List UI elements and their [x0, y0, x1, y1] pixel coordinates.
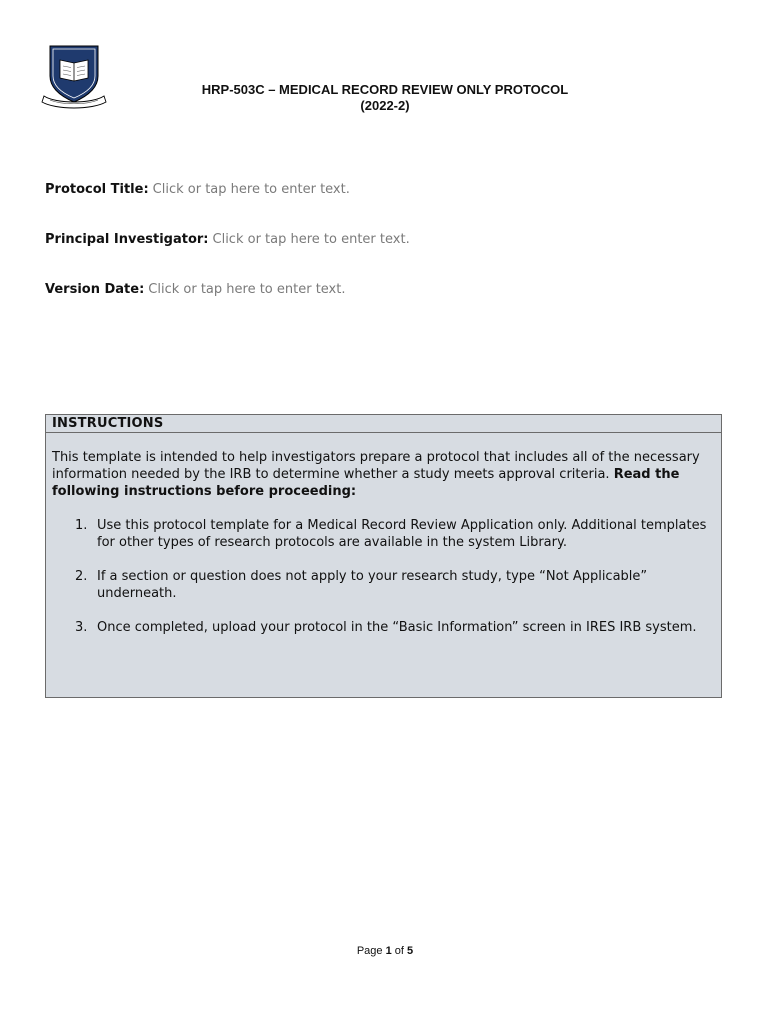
- list-item: [75, 517, 713, 551]
- list-item-number: 1.: [75, 518, 88, 533]
- instructions-body: [46, 433, 721, 636]
- list-item: [75, 619, 713, 636]
- document-title-line-2: (2022-2): [360, 98, 410, 113]
- document-title-line-1: HRP-503C – MEDICAL RECORD REVIEW ONLY PROTOCOL: [201, 82, 569, 97]
- page-current: 1: [385, 945, 392, 957]
- instructions-intro-text: This template is intended to help investigators prepare a protocol that includes all of the necessary information needed by the IRB to determine whether a study meets approval criteria.: [52, 450, 700, 482]
- document-title: [0, 82, 770, 114]
- page-word: Page: [356, 945, 383, 957]
- principal-investigator-label: Principal Investigator:: [45, 232, 209, 247]
- instructions-heading: INSTRUCTIONS: [46, 415, 721, 433]
- principal-investigator-input[interactable]: Click or tap here to enter text.: [212, 232, 410, 247]
- principal-investigator-field: [45, 232, 410, 248]
- protocol-title-field: [45, 182, 350, 198]
- list-item-text: Once completed, upload your protocol in the “Basic Information” screen in IRES IRB system.: [97, 620, 697, 635]
- instructions-box: [45, 414, 722, 698]
- protocol-title-input[interactable]: Click or tap here to enter text.: [152, 182, 350, 197]
- list-item-text: Use this protocol template for a Medical Record Review Application only. Additional templates for other types of research protocols are available in the system Library.: [97, 518, 707, 550]
- instructions-list: [52, 517, 713, 636]
- instructions-intro-bold: Read the following instructions before proceeding:: [52, 467, 680, 499]
- version-date-label: Version Date:: [45, 282, 145, 297]
- instructions-intro: [52, 449, 713, 500]
- version-date-field: [45, 282, 345, 298]
- list-item-text: If a section or question does not apply to your research study, type “Not Applicable” underneath.: [97, 569, 648, 601]
- of-word: of: [394, 945, 404, 957]
- page-total: 5: [407, 945, 414, 957]
- list-item-number: 3.: [75, 620, 88, 635]
- protocol-title-label: Protocol Title:: [45, 182, 149, 197]
- page-footer: [0, 944, 770, 958]
- list-item-number: 2.: [75, 569, 88, 584]
- list-item: [75, 568, 713, 602]
- version-date-input[interactable]: Click or tap here to enter text.: [148, 282, 346, 297]
